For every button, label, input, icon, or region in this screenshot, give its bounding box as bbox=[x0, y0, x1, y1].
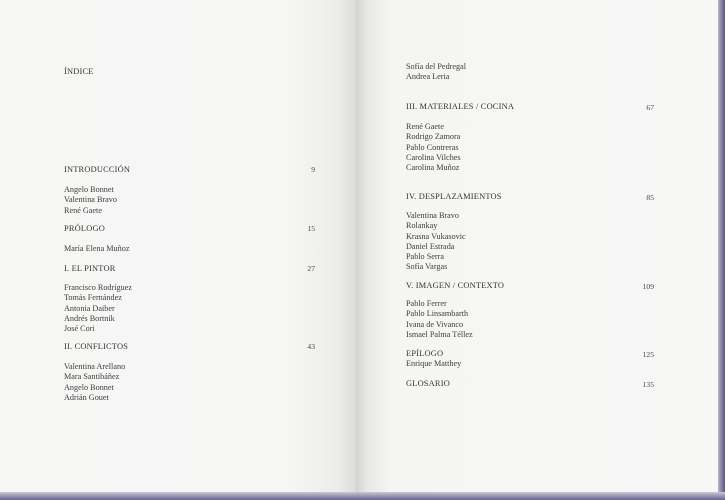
author-name: Pablo Ferrer bbox=[406, 299, 447, 308]
toc-page-number: 135 bbox=[642, 380, 654, 389]
author-name: Rolankay bbox=[406, 221, 438, 231]
author-name: Ivana de Vivanco bbox=[406, 319, 464, 329]
author-list bbox=[406, 122, 461, 173]
author-list bbox=[406, 359, 461, 369]
toc-heading-el-pintor: I. EL PINTOR bbox=[64, 264, 116, 273]
author-name: René Gaete bbox=[64, 205, 102, 215]
toc-page-number: 109 bbox=[642, 282, 654, 291]
author-name: Sofía del Pedregal bbox=[406, 62, 467, 71]
author-list bbox=[64, 283, 132, 334]
author-name: Andrés Bortnik bbox=[64, 313, 115, 323]
right-page bbox=[356, 0, 718, 492]
author-name: Rodrigo Zamora bbox=[406, 132, 461, 142]
author-name: Carolina Muñoz bbox=[406, 163, 460, 173]
left-page bbox=[0, 0, 356, 492]
author-name: Krasna Vukasovic bbox=[406, 231, 466, 241]
index-title: ÍNDICE bbox=[64, 67, 94, 76]
author-name: Sofía Vargas bbox=[406, 262, 448, 272]
author-name: José Cori bbox=[64, 324, 95, 334]
author-name: Adrián Gouet bbox=[64, 392, 109, 402]
author-list bbox=[64, 244, 129, 254]
toc-page-number: 67 bbox=[646, 103, 654, 112]
author-name: Valentina Bravo bbox=[64, 195, 117, 205]
author-name: Francisco Rodríguez bbox=[64, 283, 132, 292]
author-name: Valentina Arellano bbox=[64, 362, 126, 371]
toc-heading-desplazamientos: IV. DESPLAZAMIENTOS bbox=[406, 192, 502, 201]
author-name: Ismael Palma Téllez bbox=[406, 329, 473, 339]
toc-page-number: 27 bbox=[307, 264, 315, 273]
author-name: Enrique Matthey bbox=[406, 359, 462, 368]
toc-page-number: 125 bbox=[642, 350, 654, 359]
author-list bbox=[406, 211, 466, 273]
author-name: Pablo Serra bbox=[406, 252, 444, 262]
author-name: Antonia Daiber bbox=[64, 303, 115, 313]
author-name: Angelo Bonnet bbox=[64, 382, 114, 392]
author-name: René Gaete bbox=[406, 122, 444, 131]
toc-heading-glosario: GLOSARIO bbox=[406, 379, 450, 388]
author-name: Carolina Vilches bbox=[406, 152, 461, 162]
author-name: Valentina Bravo bbox=[406, 211, 459, 220]
author-name: María Elena Muñoz bbox=[64, 244, 130, 253]
author-list bbox=[406, 299, 473, 340]
book-edge-bottom bbox=[0, 492, 725, 500]
toc-page-number: 15 bbox=[307, 224, 315, 233]
toc-heading-epilogo: EPÍLOGO bbox=[406, 349, 444, 358]
author-name: Andrea Leria bbox=[406, 72, 450, 82]
toc-heading-materiales-cocina: III. MATERIALES / COCINA bbox=[406, 102, 515, 111]
author-name: Angelo Bonnet bbox=[64, 185, 114, 194]
author-name: Mara Santibáñez bbox=[64, 372, 120, 382]
toc-heading-conflictos: II. CONFLICTOS bbox=[64, 342, 129, 351]
author-list bbox=[64, 362, 125, 403]
toc-heading-imagen-contexto: V. IMAGEN / CONTEXTO bbox=[406, 281, 505, 290]
toc-page-number: 85 bbox=[646, 193, 654, 202]
author-name: Daniel Estrada bbox=[406, 241, 455, 251]
author-list-continued bbox=[406, 62, 466, 83]
toc-page-number: 9 bbox=[311, 165, 315, 174]
toc-page-number: 43 bbox=[307, 342, 315, 351]
toc-heading-prologo: PRÓLOGO bbox=[64, 224, 105, 233]
author-list bbox=[64, 185, 117, 216]
book-edge-right bbox=[718, 0, 725, 500]
author-name: Pablo Linsambarth bbox=[406, 309, 469, 319]
author-name: Tomás Fernández bbox=[64, 293, 122, 303]
author-name: Pablo Contreras bbox=[406, 142, 459, 152]
toc-heading-introduccion: INTRODUCCIÓN bbox=[64, 165, 131, 174]
